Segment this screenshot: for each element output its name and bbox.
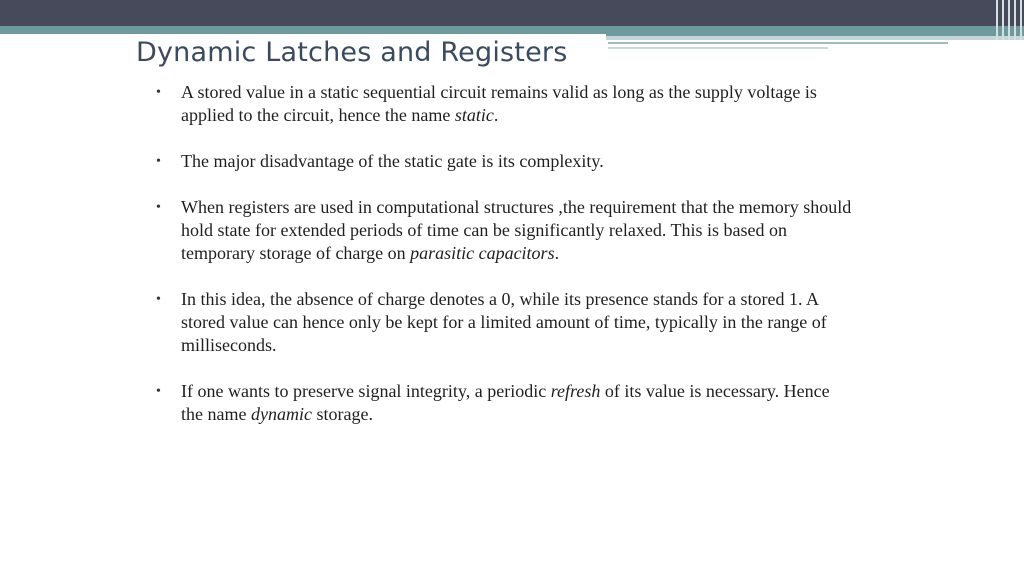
decorative-rule	[608, 42, 948, 44]
bullet-icon: •	[156, 85, 161, 100]
bullet-icon: •	[156, 384, 161, 399]
emphasis-text: parasitic capacitors	[410, 243, 555, 263]
emphasis-text: refresh	[550, 381, 601, 401]
slide-title: Dynamic Latches and Registers	[136, 37, 568, 68]
bullet-text: storage.	[311, 404, 373, 424]
bullet-text: A stored value in a static sequential circuit remains valid as long as the supply voltage is applied to the circuit, hence the name	[181, 82, 817, 125]
bullet-icon: •	[156, 292, 161, 307]
bullet-text: If one wants to preserve signal integrity, a periodic	[181, 381, 551, 401]
bullet-text: The major disadvantage of the static gate is its complexity.	[181, 151, 604, 171]
emphasis-text: static	[454, 105, 494, 125]
bullet-text: of its value is necessary. Hence the name	[181, 381, 830, 424]
header-bar	[0, 0, 1024, 26]
bullet-text: In this idea, the absence of charge denotes a 0, while its presence stands for a stored 1. A stored value can hence only be kept for a limited amount of time, typically in the range of milliseconds.	[181, 289, 827, 355]
bullet-text: .	[493, 105, 499, 125]
bullet-item	[156, 150, 856, 173]
bullet-icon: •	[156, 200, 161, 215]
bullet-icon: •	[156, 154, 161, 169]
bullet-list	[156, 81, 856, 449]
emphasis-text: dynamic	[250, 404, 312, 424]
bullet-text: .	[554, 243, 560, 263]
bullet-item	[156, 380, 856, 426]
bullet-text: When registers are used in computational structures ,the requirement that the memory should hold state for extended periods of time can be significantly relaxed. This is based on temporary storage of charge on	[181, 197, 852, 263]
bullet-item	[156, 81, 856, 127]
decorative-rule	[608, 47, 828, 49]
bullet-item	[156, 196, 856, 265]
bullet-item	[156, 288, 856, 357]
decorative-stripes	[994, 0, 1024, 40]
